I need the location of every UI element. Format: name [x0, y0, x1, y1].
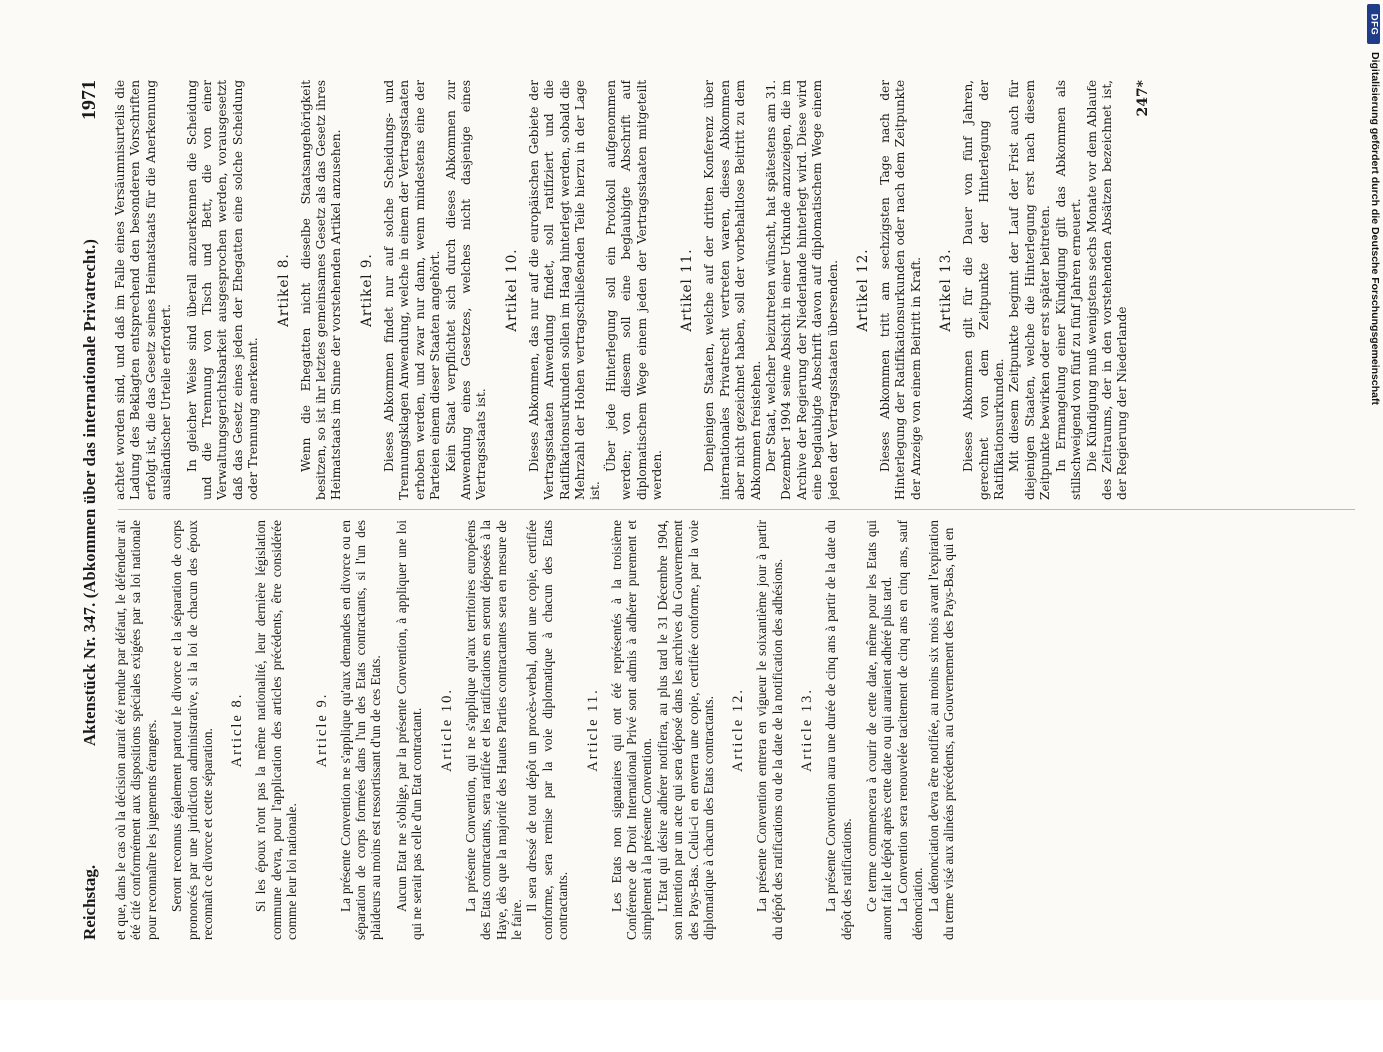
paragraph: La présente Convention, qui ne s'applique qu'aux territoires européens des Etats contractants, sera ratifiée et les ratifications en seront déposées à la Haye, dès que la majorité des Hautes Parties contractantes sera en mesure de le faire.: [462, 520, 524, 940]
digitization-note-text: Digitalisierung gefördert durch die Deutsche Forschungsgemeinschaft: [1369, 52, 1381, 405]
paragraph: Aucun Etat ne s'oblige, par la présente Convention, à appliquer une loi qui ne serait pas celle d'un Etat contractant.: [393, 520, 425, 940]
french-column: [113, 520, 1363, 940]
article-heading: Article 8.: [229, 692, 246, 768]
paragraph: La présente Convention aura une durée de cinq ans à partir de la date du dépôt des ratifications.: [823, 520, 854, 940]
paragraph: Seront reconnus également partout le divorce et la séparation de corps prononcés par une juridiction administrative, si la loi de chacun des époux reconnaît ce divorce et cette séparation.: [169, 520, 216, 940]
article-heading: Article 9.: [313, 692, 330, 768]
header-title: Aktenstück Nr. 347. (Abkommen über das internationale Privatrecht.): [80, 238, 99, 747]
article-heading: Artikel 8.: [275, 253, 292, 327]
paragraph: Die Kündigung muß wenigstens sechs Monate vor dem Ablaufe des Zeitraums, der in den vorstehenden Absätzen bezeichnet ist, der Regierung der Niederlande: [1084, 80, 1130, 500]
paragraph: Der Staat, welcher beizutreten wünscht, hat spätestens am 31. Dezember 1904 seine Absicht in einer Urkunde anzuzeigen, die im Archive der Regierung der Niederlande hinterlegt wird. Diese wird eine beglaubigte Abschrift davon auf diplomatischem Wege einem jeden der Vertragsstaaten übersenden.: [764, 80, 840, 500]
article-heading: Article 12.: [730, 688, 747, 773]
running-head: [78, 80, 108, 940]
paragraph: Dieses Abkommen, das nur auf die europäischen Gebiete der Vertragsstaaten Anwendung findet, soll ratifiziert und die Ratifikationsurkunden sollen im Haag hinterlegt werden, sobald die Mehrzahl der Hohen vertragschließenden Teile hierzu in der Lage ist.: [526, 80, 603, 500]
paragraph: Ce terme commencera à courir de cette date, même pour les Etats qui auront fait le dépôt après cette date ou qui auraient adhéré plus tard.: [864, 520, 895, 940]
paragraph: Denjenigen Staaten, welche auf der dritten Konferenz über internationales Privatrecht vertreten waren, dieses Abkommen aber nicht gezeichnet haben, soll der vorbehaltlose Beitritt zu dem Abkommen freistehen.: [702, 80, 763, 500]
article-heading: Artikel 10.: [503, 248, 520, 332]
paragraph: Wenn die Ehegatten nicht dieselbe Staatsangehörigkeit besitzen, so ist ihr letztes gemeinsames Gesetz als das Gesetz ihres Heimatstaats im Sinne der vorstehenden Artikel anzusehen.: [298, 80, 344, 500]
article-heading: Artikel 9.: [358, 253, 375, 327]
paragraph: Dieses Abkommen findet nur auf solche Scheidungs- und Trennungsklagen Anwendung, welche in einem der Vertragsstaaten erhoben werden, und zwar nur dann, wenn mindestens eine der Parteien einem dieser Staaten angehört.: [381, 80, 443, 500]
paragraph: In gleicher Weise sind überall anzuerkennen die Scheidung und die Trennung von Tisch und Bett, die von einer Verwaltungsgerichtsbarkeit ausgesprochen werden, vorausgesetzt daß das Gesetz eines jeden der Ehegatten eine solche Scheidung oder Trennung anerkennt.: [184, 80, 261, 500]
paragraph: Dieses Abkommen tritt am sechzigsten Tage nach der Hinterlegung der Ratifikationsurkunden oder nach dem Zeitpunkte der Anzeige von einem Beitritt in Kraft.: [878, 80, 923, 500]
paragraph: La Convention sera renouvelée tacitement de cinq ans en cinq ans, sauf dénonciation.: [894, 520, 926, 940]
column-divider: [118, 509, 1355, 510]
paragraph: Il sera dressé de tout dépôt un procès-verbal, dont une copie, certifiée conforme, sera remise par la voie diplomatique à chacun des Etats contractants.: [524, 520, 571, 940]
german-column: [113, 80, 1363, 500]
article-heading: Artikel 11.: [679, 248, 696, 332]
digitization-note: [1364, 0, 1383, 1000]
article-heading: Artikel 12.: [855, 248, 872, 332]
paragraph: La présente Convention entrera en vigueur le soixantième jour à partir du dépôt des ratifications ou de la date de la notification des adhésions.: [754, 520, 785, 940]
article-heading: Artikel 13.: [938, 248, 955, 332]
page-number: 1971: [78, 80, 100, 120]
article-heading: Article 10.: [438, 688, 455, 773]
paragraph: et que, dans le cas où la décision aurait été rendue par défaut, le défendeur ait été cité conformément aux dispositions spéciales exigées par sa loi nationale pour reconnaître les jugements étrangers.: [113, 520, 159, 940]
dfg-logo-text: DFG: [1368, 13, 1379, 35]
header-left: Reichstag.: [80, 864, 99, 940]
paragraph: L'Etat qui désire adhérer notifiera, au plus tard le 31 Décembre 1904, son intention par un acte qui sera déposé dans les archives du Gouvernement des Pays-Bas. Celui-ci en enverra une copie, certifiée conforme, par la voie diplomatique à chacun des Etats contractants.: [654, 520, 716, 940]
paragraph: Dieses Abkommen gilt für die Dauer von fünf Jahren, gerechnet von dem Zeitpunkte der Hinterlegung der Ratifikationsurkunden.: [961, 80, 1007, 500]
paragraph: Les Etats non signataires qui ont été représentés à la troisième Conférence de Droit International Privé sont admis à adhérer purement et simplement à la présente Convention.: [608, 520, 655, 940]
paragraph: In Ermangelung einer Kündigung gilt das Abkommen als stillschweigend von fünf zu fünf Jahren erneuert.: [1053, 80, 1084, 500]
page-signature: 247*: [1134, 80, 1151, 117]
article-heading: Article 11.: [584, 688, 601, 772]
article-heading: Article 13.: [799, 688, 816, 773]
paragraph: Über jede Hinterlegung soll ein Protokoll aufgenommen werden; von diesem soll eine beglaubigte Abschrift auf diplomatischem Wege einem jeden der Vertragsstaaten mitgeteilt werden.: [603, 80, 664, 500]
paragraph: Si les époux n'ont pas la même nationalité, leur dernière législation commune devra, pour l'application des articles précédents, être considérée comme leur loi nationale.: [253, 520, 300, 940]
paragraph: Kein Staat verpflichtet sich durch dieses Abkommen zur Anwendung eines Gesetzes, welches nicht dasjenige eines Vertragsstaats ist.: [443, 80, 489, 500]
paragraph: Mit diesem Zeitpunkte beginnt der Lauf der Frist auch für diejenigen Staaten, welche die Hinterlegung erst nach diesem Zeitpunkte bewirken oder erst später beitreten.: [1007, 80, 1053, 500]
paragraph: La présente Convention ne s'applique qu'aux demandes en divorce ou en séparation de corps formées dans l'un des Etats contractants, si l'un des plaideurs au moins est ressortissant d'un de ces Etats.: [337, 520, 384, 940]
paragraph: achtet worden sind, und daß im Falle eines Versäumnisurteils die Ladung des Beklagten entsprechend den besonderen Vorschriften erfolgt ist, die das Gesetz seines Heimatstaats für die Anerkennung ausländischer Urteile erfordert.: [113, 80, 174, 500]
paragraph: La dénonciation devra être notifiée, au moins six mois avant l'expiration du terme visé aux alinéas précédents, au Gouvernement des Pays-Bas, qui en: [925, 520, 957, 940]
